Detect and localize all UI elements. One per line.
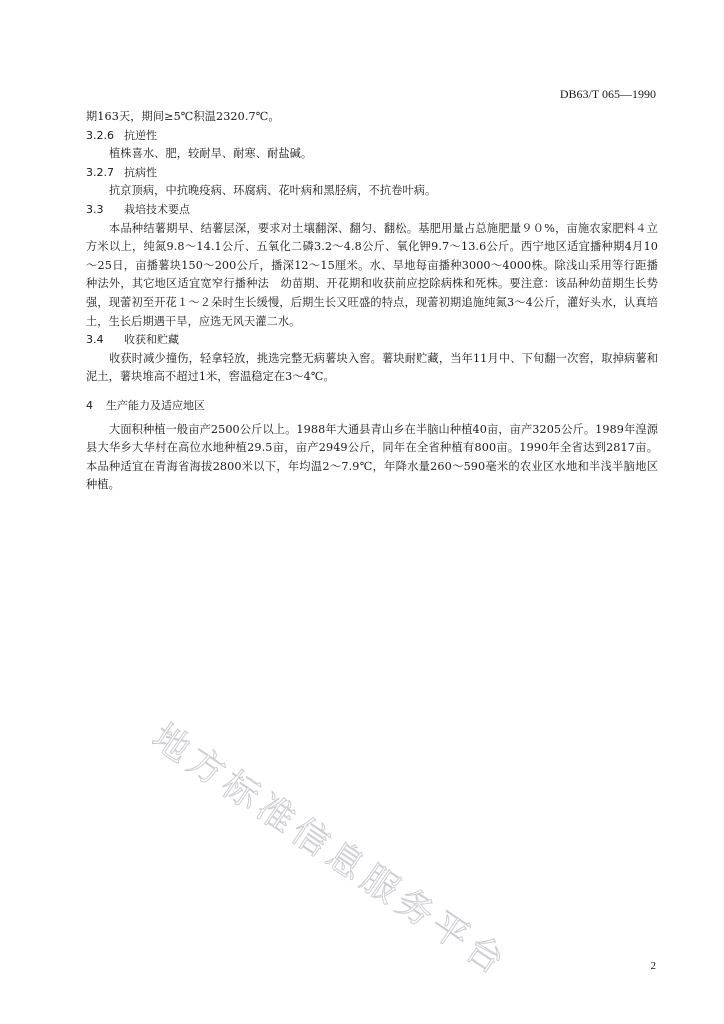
- section-title: 收获和贮藏: [124, 333, 179, 347]
- section-number: 3.3: [86, 202, 104, 216]
- watermark-text: 地方标准信息服务平台: [144, 716, 516, 986]
- section-3-2-6-text: 植株喜水、肥，较耐旱、耐寒、耐盐碱。: [109, 147, 313, 161]
- document-code-header: DB63/T 065—1990: [559, 87, 656, 101]
- section-title: 抗逆性: [124, 128, 157, 142]
- section-number: 3.2.7: [86, 165, 114, 179]
- section-3-2-6-heading: [86, 127, 658, 146]
- intro-line: 期163天，期间≥5℃积温2320.7℃。: [86, 110, 280, 123]
- section-number: 4: [86, 398, 93, 412]
- section-title: 生产能力及适应地区: [106, 398, 205, 412]
- page-number: 2: [650, 960, 656, 972]
- section-3-4-text: 收获时减少撞伤，轻拿轻放，挑选完整无病薯块入窖。薯块耐贮藏，当年11月中、下旬翻一次窖，取掉病薯和泥土，薯块堆高不超过1米，窖温稳定在3～4℃。: [86, 351, 658, 384]
- section-4-text: 大面积种植一般亩产2500公斤以上。1988年大通县青山乡在半脑山种植40亩，亩产3205公斤。1989年湟源县大华乡大华村在高位水地种植29.5亩，亩产2949公斤，同年在全省种植有800亩。1990年全省达到2817亩。本品种适宜在青海省海拔2800米以下，年均温2～7.9℃，年降水量260～590毫米的农业区水地和半浅半脑地区种植。: [86, 422, 658, 492]
- section-title: 抗病性: [124, 165, 157, 179]
- section-title: 栽培技术要点: [124, 202, 190, 216]
- section-4-heading: [86, 397, 658, 416]
- section-3-2-7-heading: [86, 164, 658, 183]
- section-3-3-heading: [86, 201, 658, 220]
- section-number: 3.4: [86, 333, 104, 347]
- section-3-3-text: 本品种结薯期早、结薯层深，要求对土壤翻深、翻匀、翻松。基肥用量占总施肥量９０%，亩施农家肥料４立方米以上，纯氮9.8～14.1公斤、五氧化二磷3.2～4.8公斤、氧化钾9.7～13.6公斤。西宁地区适宜播种期4月10～25日，亩播薯块150～200公斤，播深12～15厘米。水、旱地每亩播种3000～4000株。除浅山采用等行距播种法外，其它地区适宜宽窄行播种法 幼苗期、开花期和收获前应挖除病株和死株。要注意：该品种幼苗期生长势强，现蕾初至开花１～２朵时生长缓慢，后期生长又旺盛的特点，现蕾初期追施纯氮3～4公斤，灌好头水，认真培土，生长后期遇干旱，应选无风天灌二水。: [86, 221, 658, 328]
- document-body: [86, 108, 658, 495]
- section-3-2-7-text: 抗京顶病，中抗晚疫病、环腐病、花叶病和黑胫病，不抗卷叶病。: [109, 184, 437, 198]
- section-number: 3.2.6: [86, 128, 114, 142]
- section-3-4-heading: [86, 331, 658, 350]
